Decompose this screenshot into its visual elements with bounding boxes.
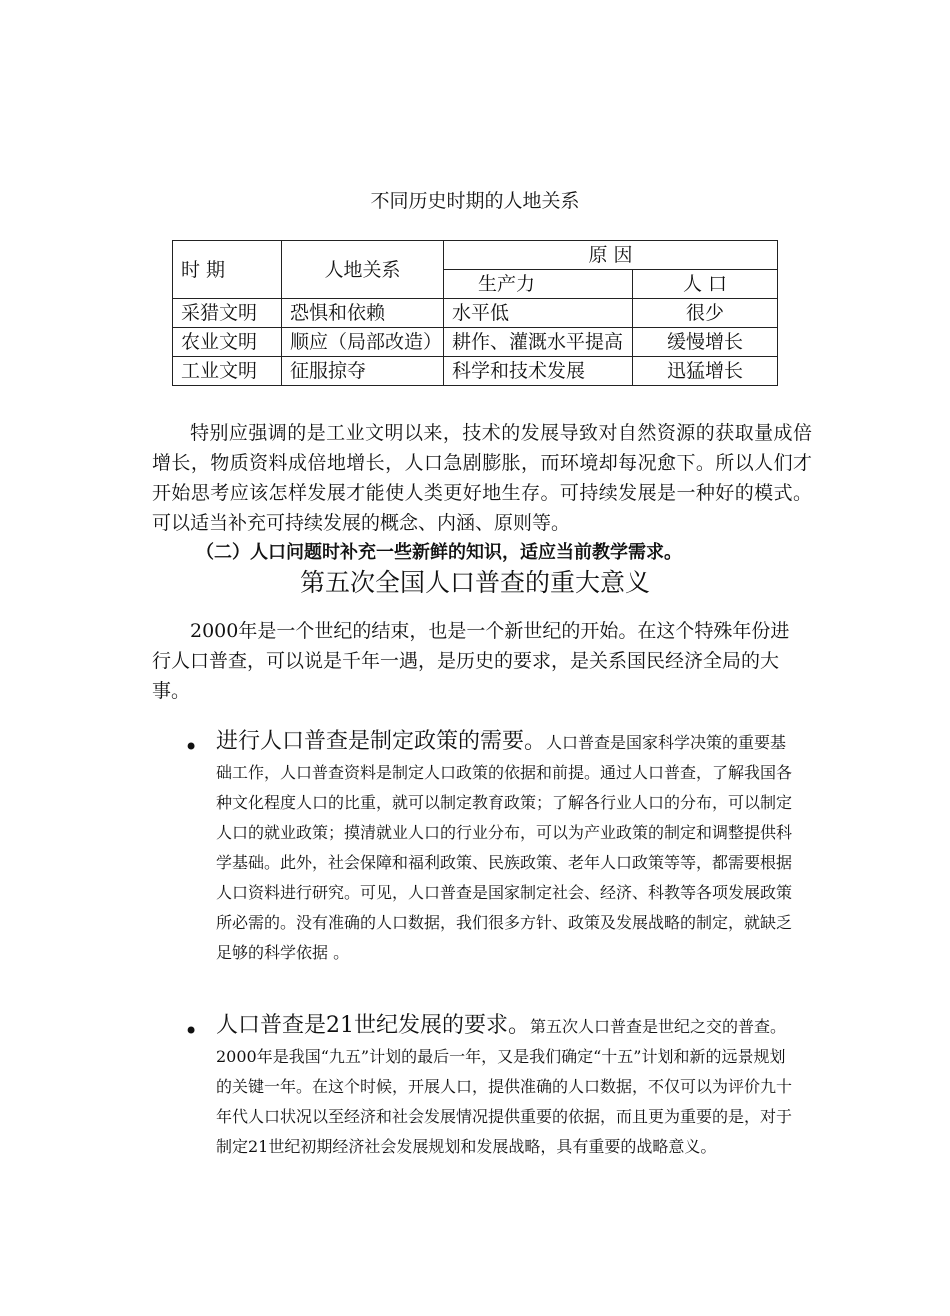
header-period: 时 期 <box>173 241 282 299</box>
header-population: 人 口 <box>633 270 778 299</box>
bullet-icon: • <box>184 733 199 761</box>
human-land-relation-table <box>172 240 778 386</box>
cell-population: 很少 <box>633 299 778 328</box>
cell-productivity: 水平低 <box>444 299 633 328</box>
list-item-21st-century <box>216 1011 800 1162</box>
table-row <box>173 328 778 357</box>
point-body: 人口普查是国家科学决策的重要基础工作，人口普查资料是制定人口政策的依据和前提。通过人口普查，了解我国各种文化程度人口的比重，就可以制定教育政策；了解各行业人口的分布，可以制定人口的就业政策；摸清就业人口的行业分布，可以为产业政策的制定和调整提供科学基础。此外，社会保障和福利政策、民族政策、老年人口政策等等，都需要根据人口资料进行研究。可见，人口普查是国家制定社会、经济、科教等各项发展政策所必需的。没有准确的人口数据，我们很多方针、政策及发展战略的制定，就缺乏足够的科学依据 。 <box>216 733 793 962</box>
cell-period: 农业文明 <box>173 328 282 357</box>
industrial-civilization-paragraph: 特别应强调的是工业文明以来，技术的发展导致对自然资源的获取量成倍增长，物质资料成倍地增长，人口急剧膨胀，而环境却每况愈下。所以人们才开始思考应该怎样发展才能使人类更好地生存。可持续发展是一种好的模式。可以适当补充可持续发展的概念、内涵、原则等。 <box>152 422 812 534</box>
cell-relation: 征服掠夺 <box>282 357 444 386</box>
table-title: 不同历史时期的人地关系 <box>370 190 580 212</box>
header-cause: 原 因 <box>444 241 778 270</box>
cell-relation: 顺应（局部改造） <box>282 328 444 357</box>
cell-period: 工业文明 <box>173 357 282 386</box>
point-body: 第五次人口普查是世纪之交的普查。2000年是我国“九五”计划的最后一年，又是我们确定“十五”计划和新的远景规划的关键一年。在这个时候，开展人口，提供准确的人口数据，不仅可以为评价九十年代人口状况以至经济和社会发展情况提供重要的依据，而且更为重要的是，对于制定21世纪初期经济社会发展规划和发展战略，具有重要的战略意义。 <box>216 1017 793 1156</box>
section-subheading: （二）人口问题时补充一些新鲜的知识，适应当前教学需求。 <box>196 542 682 563</box>
article-title: 第五次全国人口普查的重大意义 <box>299 568 650 597</box>
table-header-row <box>173 241 778 270</box>
cell-population: 迅猛增长 <box>633 357 778 386</box>
cell-period: 采猎文明 <box>173 299 282 328</box>
header-relation: 人地关系 <box>282 241 444 299</box>
cell-relation: 恐惧和依赖 <box>282 299 444 328</box>
point-lead: 进行人口普查是制定政策的需要。 <box>216 729 547 754</box>
header-productivity: 生产力 <box>444 270 633 299</box>
cell-productivity: 耕作、灌溉水平提高 <box>444 328 633 357</box>
cell-population: 缓慢增长 <box>633 328 778 357</box>
cell-productivity: 科学和技术发展 <box>444 357 633 386</box>
table-row <box>173 357 778 386</box>
article-intro: 2000年是一个世纪的结束，也是一个新世纪的开始。在这个特殊年份进行人口普查，可以说是千年一遇，是历史的要求，是关系国民经济全局的大事。 <box>152 620 790 702</box>
bullet-icon: • <box>184 1017 199 1045</box>
table-row <box>173 299 778 328</box>
list-item-policy <box>216 727 800 968</box>
point-lead: 人口普查是21世纪发展的要求。 <box>216 1013 530 1038</box>
